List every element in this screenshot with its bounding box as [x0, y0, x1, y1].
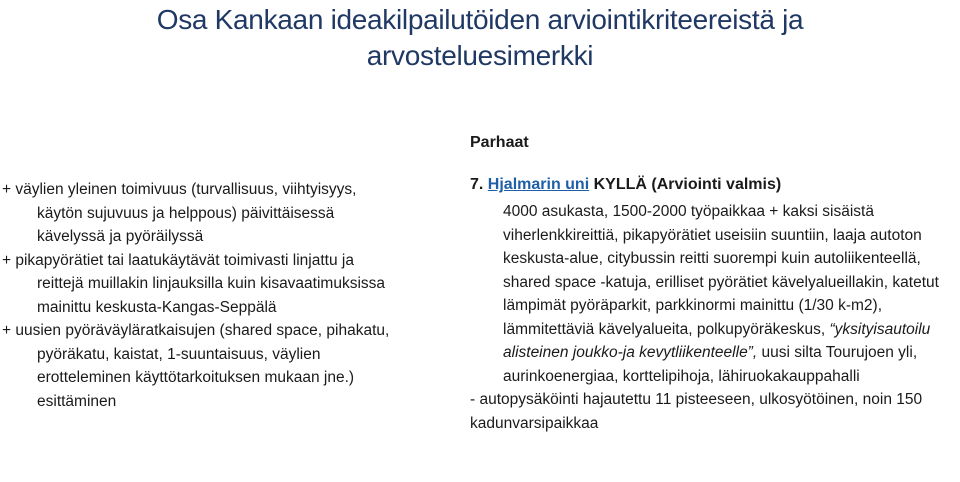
entry-quote: “yksityisautoilu alisteinen joukko-ja kevytliikenteelle”, — [503, 320, 931, 361]
criteria-list — [2, 178, 402, 413]
page-title: Osa Kankaan ideakilpailutöiden arviointikriteereistä ja arvosteluesimerkki — [156, 4, 804, 71]
entry-parking-note: - autopysäköinti hajautettu 11 pisteeseen, ulkosyötöinen, noin 150 kadunvarsipaikkaa — [470, 391, 923, 432]
criteria-item: + uusien pyöräväyläratkaisujen (shared space, pihakatu, pyöräkatu, kaistat, 1-suuntaisuus, väylien erotteleminen käyttötarkoituksen mukaan jne.) esittäminen — [2, 322, 390, 410]
entry-description-part: 4000 asukasta, 1500-2000 työpaikkaa + kaksi sisäistä viherlenkkireittiä, pikapyörätiet useisiin suuntiin, laaja autoton keskusta-alue, citybussin reitti suorempi kuin autoliikenteellä, shared space -katuja, erilliset pyörätiet kävelyalueillakin, katetut lämpimät pyöräparkit, parkkinormi mainittu (1/30 k-m2), lämmitettäviä kävelyalueita, polkupyöräkeskus, — [503, 203, 939, 338]
entry-number: 7. — [470, 176, 484, 193]
criteria-item: + pikapyörätiet tai laatukäytävät toimivasti linjattu ja reittejä muillakin linjauksilla kuin kisavaatimuksissa mainittu keskusta-Kangas-Seppälä — [2, 251, 386, 316]
entry-heading — [470, 174, 958, 196]
entry-verdict: KYLLÄ (Arviointi valmis) — [593, 176, 782, 193]
entry-link[interactable]: Hjalmarin uni — [487, 176, 590, 193]
best-heading: Parhaat — [470, 134, 529, 151]
entry-description — [470, 200, 958, 388]
best-section — [470, 132, 958, 435]
entry-description-part: uusi silta Tourujoen yli, aurinkoenergiaa, korttelipihoja, lähiruokakauppahalli — [503, 344, 918, 385]
criteria-item: + väylien yleinen toimivuus (turvallisuus, viihtyisyys, käytön sujuvuus ja helppous) päivittäisessä kävelyssä ja pyöräilyssä — [2, 181, 357, 245]
